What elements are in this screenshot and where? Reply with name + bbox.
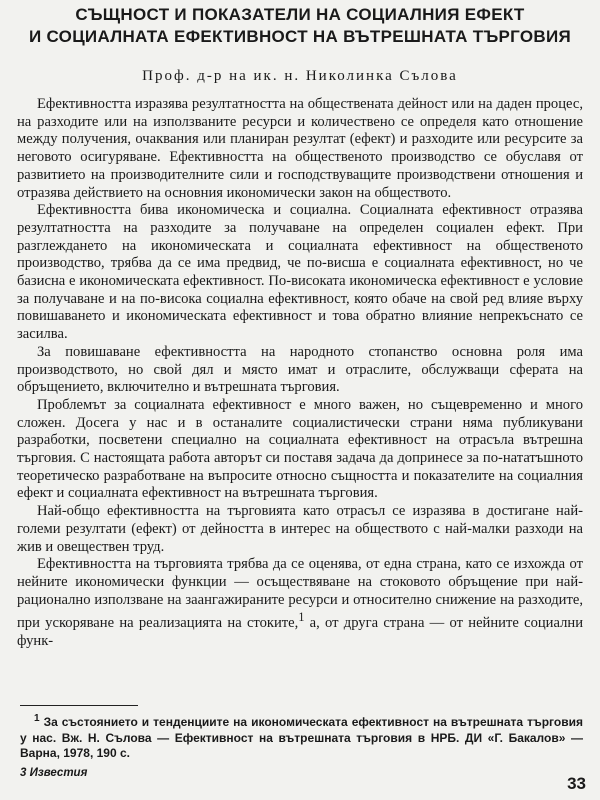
footnote-divider: [20, 705, 138, 706]
paragraph: Ефективността изразява резултатността на обществената дейност или на даден процес, на разходите или на използваните ресурси и количествено се определя като отношение между получения, очаквания или планиран резултат (ефект) и разходите или ресурсите за неговото осигуряване. Ефективността на общественото производство се обуславя от развитието на производителните сили и господствуващите производствени отношения и отразява действието на основния икономически закон на обществото.: [17, 96, 583, 201]
printer-signature: 3 Известия: [20, 767, 88, 779]
paragraph: [17, 556, 583, 650]
footnote-text: За състоянието и тенденциите на икономическата ефективност на вътрешната търговия у нас. Вж. Н. Сълова — Ефективност на вътрешната търговия в НРБ. ДИ «Г. Бакалов» — Варна, 1978, 190 с.: [20, 715, 583, 760]
paragraph-text-end: а, от друга страна — от нейните социални функ-: [17, 615, 584, 649]
page-number: 33: [567, 774, 586, 793]
footnote-marker: 1: [34, 713, 40, 724]
article-title: [6, 4, 594, 48]
paragraph: Ефективността бива икономическа и социална. Социалната ефективност отразява резултатността на разходите за получаване на определен социален ефект. При разглеждането на икономическата и социалната ефективност на общественото производство, трябва да се има предвид, че по-висша е социалната ефективност, но че базисна е икономическата ефективност. По-високата икономическа ефективност е условие за получаване и на по-висока социална ефективност, която обаче на свой ред влияе върху повишаването и икономическата ефективност и това обратно влияние непрекъснато се засилва.: [17, 202, 583, 343]
footnote-reference: 1: [298, 610, 305, 625]
footnote: [20, 711, 583, 762]
paragraph-text: Ефективността на търговията трябва да се оценява, от една страна, като се изхожда от нейните икономически функции — осъществяване на стоковото обръщение при най-рационално използване на заангажираните ресурси и относително снижение на разходите, при ускоряване на реализацията на стоките,: [17, 556, 583, 632]
paragraph: За повишаване ефективността на народното стопанство основна роля има производството, но свой дял и място имат и отраслите, обслужващи сферата на обръщението, включително и вътрешната търговия.: [17, 343, 583, 396]
paragraph: Проблемът за социалната ефективност е много важен, но същевременно и много сложен. Досега у нас и в останалите социалистически страни няма публикувани разработки, посветени специално на социалната ефективност на отрасъла вътрешна търговия. С настоящата работа авторът си поставя задача да допринесе за по-нататъшното теоретическо разработване на въпросите относно същността и показателите на социалния ефект и социалната ефективност на вътрешната търговия.: [17, 396, 583, 502]
article-body: [17, 96, 583, 651]
paragraph: Най-общо ефективността на търговията като отрасъл се изразява в достигане най-големи резултати (ефект) от дейността в интерес на обществото с най-малки разходи на жив и овеществен труд.: [17, 503, 583, 555]
author-line: Проф. д-р на ик. н. Николинка Сълова: [142, 68, 458, 84]
title-line-2: И СОЦИАЛНАТА ЕФЕКТИВНОСТ НА ВЪТРЕШНАТА ТЪРГОВИЯ: [28, 27, 572, 46]
title-line-1: СЪЩНОСТ И ПОКАЗАТЕЛИ НА СОЦИАЛНИЯ ЕФЕКТ: [75, 5, 525, 24]
